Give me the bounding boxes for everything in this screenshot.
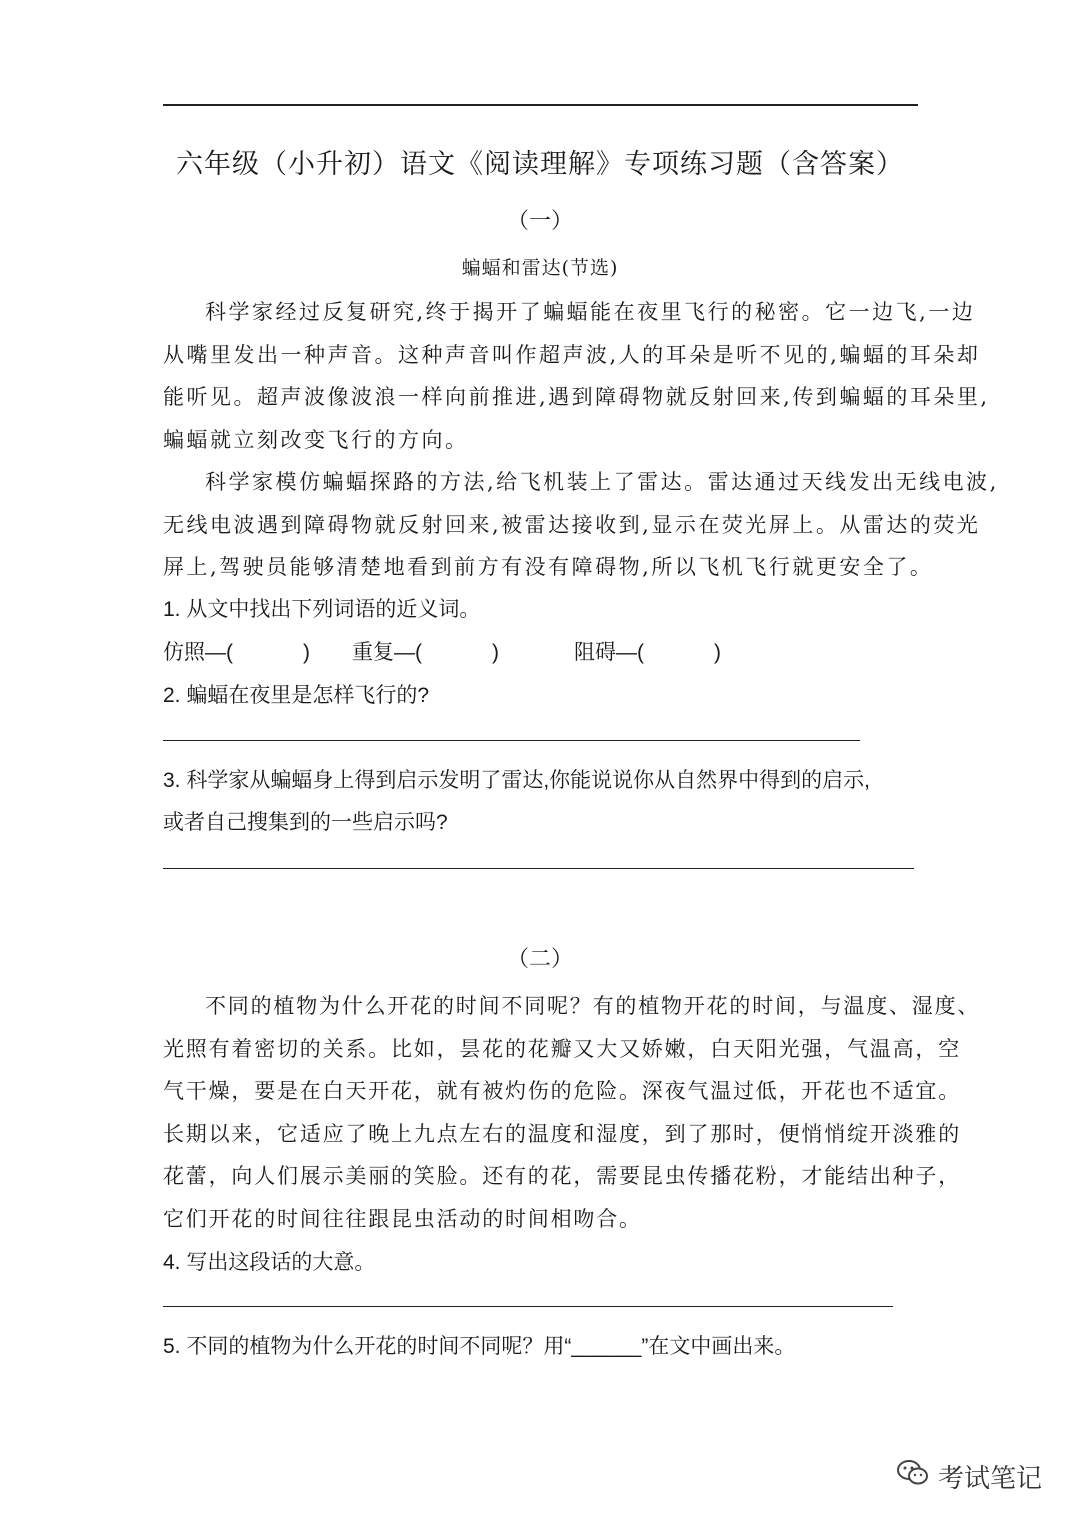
header-rule	[163, 104, 918, 106]
watermark	[896, 1458, 1042, 1495]
q1-item-label: 重复—(	[352, 641, 422, 664]
question-1: 1. 从文中找出下列词语的近义词。	[163, 598, 481, 621]
question-3-line-1: 3. 科学家从蝙蝠身上得到启示发明了雷达,你能说说你从自然界中得到的启示,	[163, 769, 871, 792]
q1-item-label: 仿照—(	[163, 641, 233, 664]
paragraph-line: 能听见。超声波像波浪一样向前推进,遇到障碍物就反射回来,传到蝙蝠的耳朵里,	[163, 385, 990, 409]
question-5-prefix: 5. 不同的植物为什么开花的时间不同呢？用“	[163, 1335, 572, 1358]
paragraph-line: 从嘴里发出一种声音。这种声音叫作超声波,人的耳朵是听不见的,蝙蝠的耳朵却	[163, 343, 981, 367]
q1-item-close: )	[492, 641, 499, 664]
paragraph-line: 光照有着密切的关系。比如，昙花的花瓣又大又娇嫩，白天阳光强，气温高，空	[163, 1037, 961, 1061]
section-1-heading: （一）	[506, 209, 573, 234]
question-5-blank: ______	[571, 1335, 642, 1358]
answer-line	[163, 868, 914, 869]
paragraph-line: 气干燥，要是在白天开花，就有被灼伤的危险。深夜气温过低，开花也不适宜。	[163, 1079, 961, 1103]
q1-item-close: )	[303, 641, 310, 664]
answer-line	[163, 740, 860, 741]
q1-item-close: )	[714, 641, 721, 664]
paragraph-line: 屏上,驾驶员能够清楚地看到前方有没有障碍物,所以飞机飞行就更安全了。	[163, 555, 934, 579]
q1-item-2	[352, 636, 499, 666]
watermark-text: 考试笔记	[937, 1464, 1042, 1494]
paragraph-line: 科学家模仿蝙蝠探路的方法,给飞机装上了雷达。雷达通过天线发出无线电波,	[205, 470, 999, 494]
question-5	[163, 1330, 795, 1360]
paragraph-line: 无线电波遇到障碍物就反射回来,被雷达接收到,显示在荧光屏上。从雷达的荧光	[163, 513, 981, 537]
q1-item-1	[163, 636, 310, 666]
question-4: 4. 写出这段话的大意。	[163, 1251, 376, 1274]
paragraph-line: 不同的植物为什么开花的时间不同呢？有的植物开花的时间，与温度、湿度、	[205, 994, 981, 1018]
q1-item-3	[574, 636, 721, 666]
question-2: 2. 蝙蝠在夜里是怎样飞行的?	[163, 684, 430, 707]
paragraph-line: 花蕾，向人们展示美丽的笑脸。还有的花，需要昆虫传播花粉，才能结出种子，	[163, 1164, 961, 1188]
paragraph-line: 它们开花的时间往往跟昆虫活动的时间相吻合。	[163, 1207, 642, 1231]
article-title: 蝙蝠和雷达(节选)	[461, 257, 619, 279]
paragraph-line: 蝙蝠就立刻改变飞行的方向。	[163, 428, 469, 452]
wechat-icon	[896, 1458, 930, 1495]
paragraph-line: 科学家经过反复研究,终于揭开了蝙蝠能在夜里飞行的秘密。它一边飞,一边	[205, 300, 976, 324]
page-title: 六年级（小升初）语文《阅读理解》专项练习题（含答案）	[176, 149, 904, 180]
answer-line	[163, 1306, 893, 1307]
paragraph-line: 长期以来，它适应了晚上九点左右的温度和湿度，到了那时，便悄悄绽开淡雅的	[163, 1122, 961, 1146]
question-5-suffix: ”在文中画出来。	[641, 1335, 796, 1358]
question-3-line-2: 或者自己搜集到的一些启示吗?	[163, 811, 448, 834]
q1-item-label: 阻碍—(	[574, 641, 644, 664]
section-2-heading: （二）	[506, 947, 573, 972]
